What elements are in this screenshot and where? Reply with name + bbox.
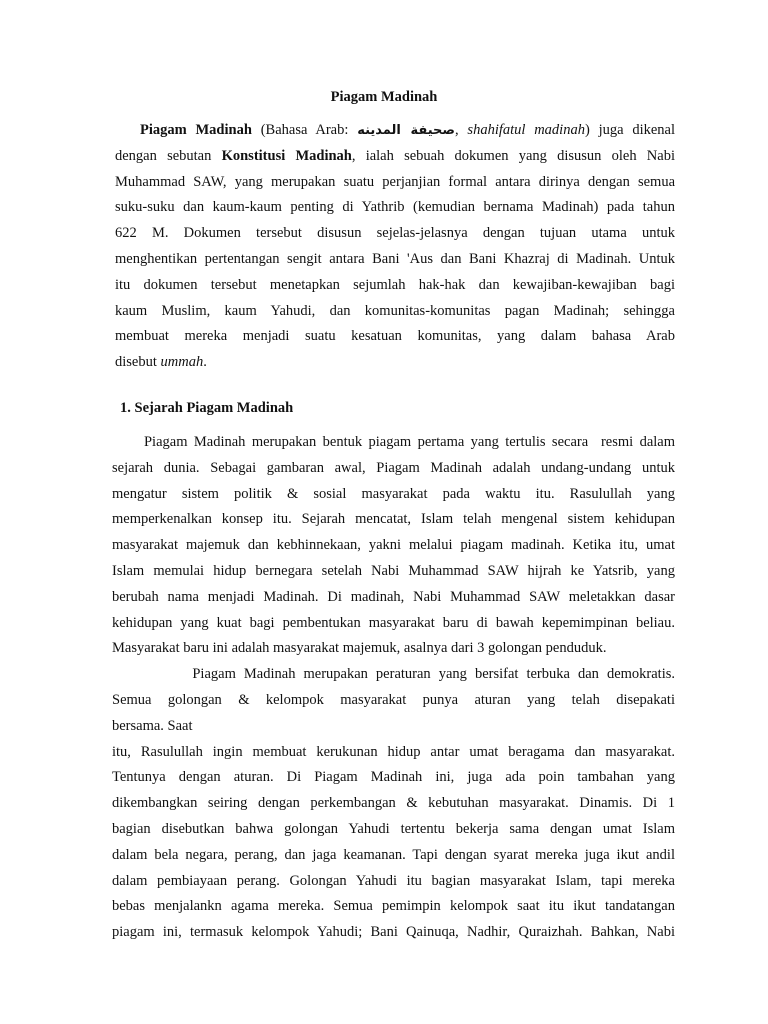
section-heading: 1. Sejarah Piagam Madinah: [120, 400, 294, 416]
document-title: Piagam Madinah: [330, 89, 438, 105]
italic-term: ummah: [160, 354, 204, 371]
intro-paragraph: [115, 118, 675, 376]
term-piagam-madinah: Piagam Madinah: [140, 122, 252, 138]
body-line: berubah nama menjadi Madinah. Di madinah, Nabi Muhammad SAW meletakkan dasar: [112, 588, 675, 605]
body-line: kehidupan yang kuat bagi pembentukan masyarakat baru di bawah kepemimpinan beliau.: [112, 614, 675, 631]
body-line: bersama. Saat: [112, 717, 193, 734]
body-line: masyarakat majemuk dan kebhinnekaan, yakni melalui piagam madinah. Ketika itu, umat: [112, 537, 675, 554]
term-konstitusi-madinah: Konstitusi Madinah: [221, 147, 352, 164]
intro-line: kaum Muslim, kaum Yahudi, dan komunitas-komunitas pagan Madinah; sehingga: [115, 302, 675, 319]
intro-line: Muhammad SAW, yang merupakan suatu perjanjian formal antara dirinya dengan semua: [115, 173, 675, 190]
body-line: Tentunya dengan aturan. Di Piagam Madinah ini, juga ada poin tambahan yang: [112, 769, 675, 786]
intro-line: dengan sebutan Konstitusi Madinah, ialah sebuah dokumen yang disusun oleh Nabi: [115, 147, 675, 164]
intro-line: menghentikan pertentangan sengit antara Bani 'Aus dan Bani Khazraj di Madinah. Untuk: [115, 250, 675, 267]
body-line: bagian disebutkan bahwa golongan Yahudi tertentu bekerja sama dengan umat Islam: [112, 820, 675, 837]
arabic-term: صحيفة المدينه: [357, 123, 455, 138]
intro-line: Piagam Madinah (Bahasa Arab: صحيفة المدينه, shahifatul madinah) juga dikenal: [140, 122, 675, 138]
body-line: mengatur sistem politik & sosial masyarakat pada waktu itu. Rasulullah yang: [112, 485, 675, 502]
body-line: Piagam Madinah merupakan bentuk piagam pertama yang tertulis secara resmi dalam: [112, 434, 675, 450]
body-line: itu, Rasulullah ingin membuat kerukunan hidup antar umat beragama dan masyarakat.: [112, 743, 675, 760]
body-line: dalam pembiayaan perang. Golongan Yahudi itu bagian masyarakat Islam, tapi mereka: [112, 872, 675, 889]
body-line: Islam memulai hidup bernegara setelah Nabi Muhammad SAW hijrah ke Yatsrib, yang: [112, 562, 675, 579]
intro-line: membuat mereka menjadi suatu kesatuan komunitas, yang dalam bahasa Arab: [115, 328, 675, 345]
intro-line: suku-suku dan kaum-kaum penting di Yathrib (kemudian bernama Madinah) pada tahun: [115, 199, 675, 216]
italic-term: shahifatul madinah: [467, 122, 585, 138]
section-body: [112, 430, 675, 946]
intro-line: disebut ummah.: [115, 354, 207, 371]
body-line: dalam bela negara, perang, dan jaga keamanan. Tapi dengan syarat mereka juga ikut andil: [112, 846, 675, 863]
body-line: dikembangkan seiring dengan perkembangan & kebutuhan masyarakat. Dinamis. Di 1: [112, 795, 675, 812]
body-line: Semua golongan & kelompok masyarakat punya aturan yang telah disepakati: [112, 691, 675, 708]
intro-line: 622 M. Dokumen tersebut disusun sejelas-jelasnya dengan tujuan utama untuk: [115, 225, 675, 242]
intro-line: itu dokumen tersebut menetapkan sejumlah hak-hak dan kewajiban-kewajiban bagi: [115, 276, 675, 293]
body-line: Masyarakat baru ini adalah masyarakat majemuk, asalnya dari 3 golongan penduduk.: [112, 640, 607, 657]
body-line: memperkenalkan konsep itu. Sejarah mencatat, Islam telah mengenal sistem kehidupan: [112, 511, 675, 528]
body-line: sejarah dunia. Sebagai gambaran awal, Piagam Madinah adalah undang-undang untuk: [112, 459, 675, 476]
body-line: piagam ini, termasuk kelompok Yahudi; Bani Qainuqa, Nadhir, Quraizhah. Bahkan, Nabi: [112, 924, 675, 941]
body-line: Piagam Madinah merupakan peraturan yang bersifat terbuka dan demokratis.: [112, 666, 675, 683]
body-line: bebas menjalankn agama mereka. Semua pemimpin kelompok saat itu ikut tandatangan: [112, 898, 675, 915]
